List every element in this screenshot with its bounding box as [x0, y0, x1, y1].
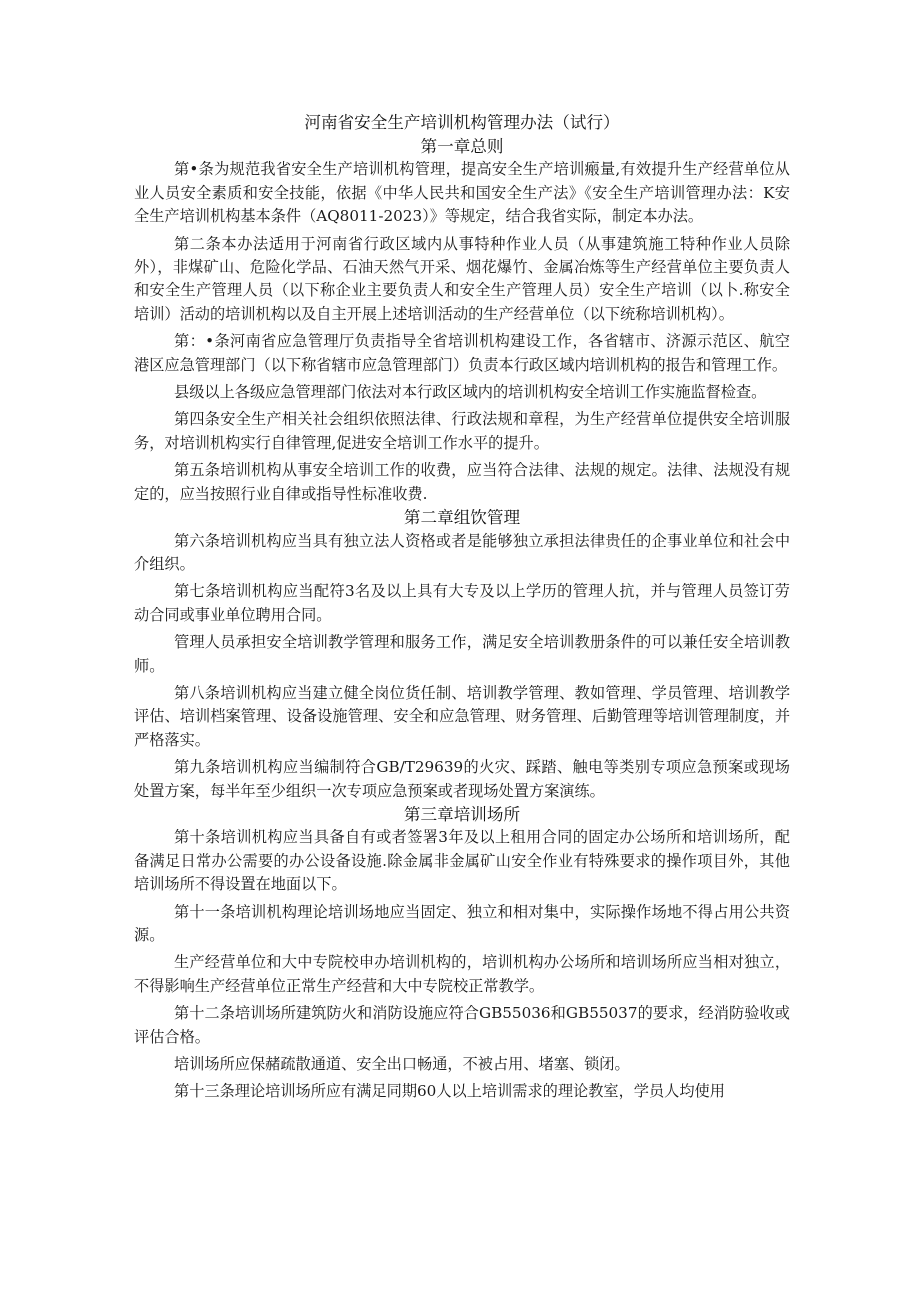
article-paragraph: 第二条本办法适用于河南省行政区域内从事特种作业人员（从事建筑施工特种作业人员除外），非煤矿山、危险化学品、石油天然气开采、烟花爆竹、金属冶炼等生产经营单位主要负责人和安全生产管理人员（以下称企业主要负责人和安全生产管理人员）安全生产培训（以卜.称安全培训）活动的培训机构以及自主开展上述培训活动的生产经营单位（以下统称培训机构）。: [134, 234, 790, 323]
article-paragraph: 第九条培训机构应当编制符合GB/T29639的火灾、踩踏、触电等类别专项应急预案或现场处置方案，每半年至少组织一次专项应急预案或者现场处置方案演练。: [134, 758, 790, 800]
article-paragraph: 第六条培训机构应当具有独立法人资格或者是能够独立承担法律贵任的企事业单位和社会中介组织。: [134, 531, 790, 573]
article-paragraph: 第十一条培训机构理论培训场地应当固定、独立和相对集中，实际操作场地不得占用公共资源。: [134, 902, 790, 944]
article-paragraph: 管理人员承担安全培训教学管理和服务工作，满足安全培训教册条件的可以兼任安全培训教师。: [134, 633, 790, 675]
article-paragraph: 第八条培训机构应当建立健全岗位货任制、培训教学管理、教如管理、学员管理、培训教学评估、培训档案管理、设备设施管理、安全和应急管理、财务管理、后勤管理等培训管理制度，并严格落实。: [134, 683, 790, 749]
article-paragraph: 第四条安全生产相关社会组织依照法律、行政法规和章程，为生产经营单位提供安全培训服务，对培训机构实行自律管理,促进安全培训工作水平的提升。: [134, 410, 790, 452]
chapter-heading: 第一章总则: [420, 137, 504, 156]
article-paragraph: 第十条培训机构应当具备自有或者签署3年及以上租用合同的固定办公场所和培训场所，配备满足日常办公需要的办公设备设施.除金属非金属矿山安全作业有特殊要求的操作项目外，其他培训场所不得设置在地面以下。: [134, 828, 790, 894]
article-paragraph: 第七条培训机构应当配符3名及以上具有大专及以上学历的管理人抗，并与管理人员签订劳动合同或事业单位聘用合同。: [134, 582, 790, 624]
article-paragraph: 第五条培训机构从事安全培训工作的收费，应当符合法律、法规的规定。法律、法规没有规定的，应当按照行业自律或指导性标准收费.: [134, 461, 790, 503]
article-paragraph: 第十三条理论培训场所应有满足同期60人以上培训需求的理论教室，学员人均使用: [174, 1082, 725, 1101]
article-paragraph: 第•条为规范我省安全生产培训机构管理，提高安全生产培训瘢量,有效提升生产经营单位从业人员安全素质和安全技能，依据《中华人民共和国安全生产法》《安全生产培训管理办法：K安全生产培训机构基本条件（AQ8011-2023）》等规定，结合我省实际，制定本办法。: [134, 160, 790, 226]
chapter-heading: 第二章组饮管理: [403, 508, 521, 528]
article-paragraph: 第十二条培训场所建筑防火和消防设施应符合GB55036和GB55037的要求，经消防验收或评估合格。: [134, 1004, 790, 1046]
article-paragraph: 培训场所应保赭疏散通道、安全出口畅通，不被占用、堵塞、锁闭。: [174, 1055, 630, 1074]
article-paragraph: 第：•条河南省应急管理厅负责指导全省培训机构建设工作，各省辖市、济源示范区、航空港区应急管理部门（以下称省辖市应急管理部门）负责本行政区域内培训机构的报告和管理工作。: [134, 332, 790, 374]
article-paragraph: 生产经营单位和大中专院校申办培训机构的，培训机构办公场所和培训场所应当相对独立，不得影响生产经营单位正常生产经营和大中专院校正常教学。: [134, 953, 790, 995]
article-paragraph: 县级以上各级应急管理部门依法对本行政区域内的培训机构安全培训工作实施监督检查。: [174, 383, 767, 402]
document-body: [134, 111, 790, 1104]
chapter-heading: 第三章培训场所: [403, 804, 521, 824]
document-blocks: [134, 135, 790, 1104]
document-title: 河南省安全生产培训机构管理办法（试行）: [304, 113, 620, 132]
